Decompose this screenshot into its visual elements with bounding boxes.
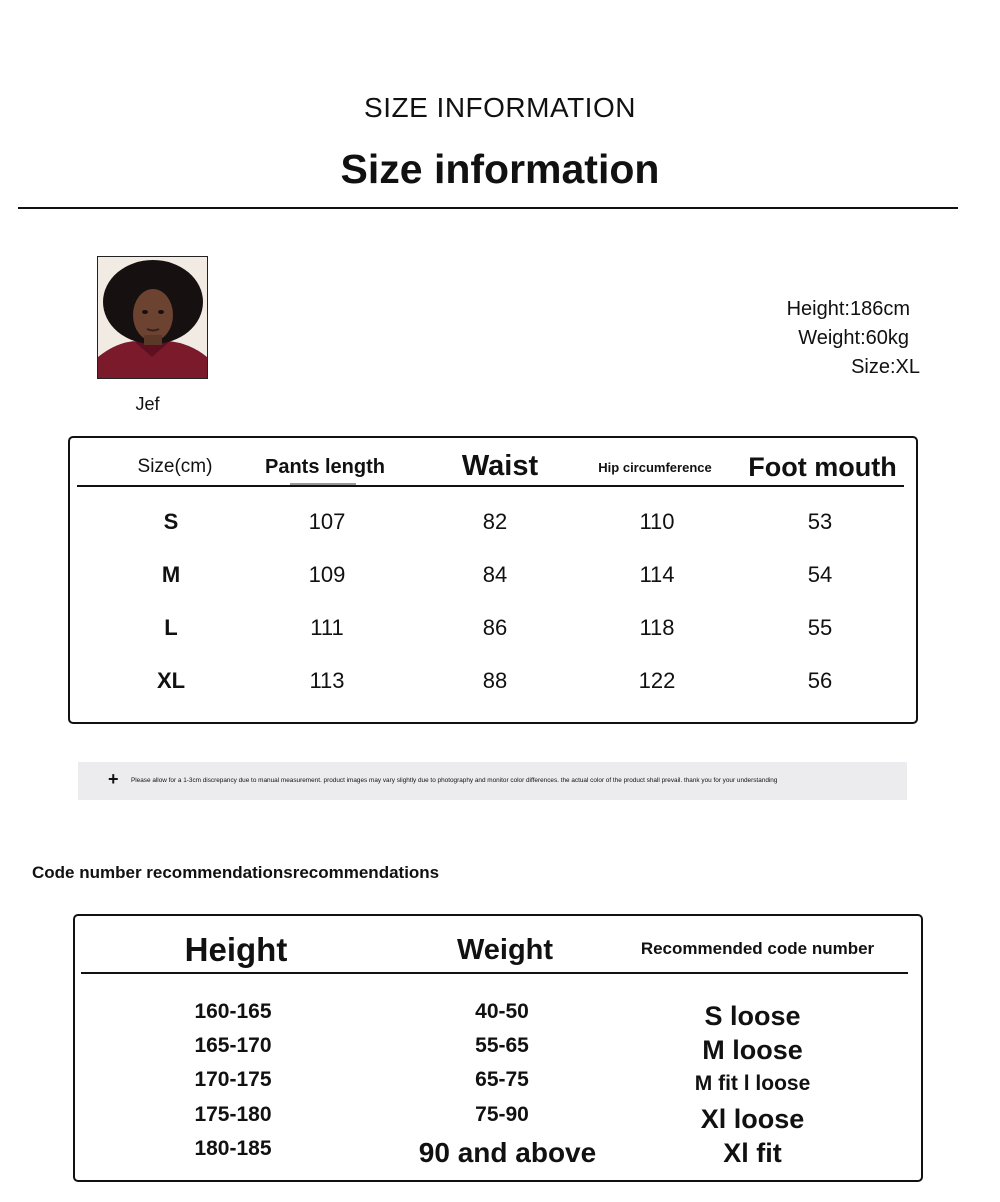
rec-cell-weight: 75-90: [475, 1103, 529, 1126]
rec-cell-code: Xl fit: [723, 1138, 782, 1168]
size-header-pants-length: Pants length: [264, 456, 385, 478]
size-header-size: Size(cm): [137, 456, 213, 477]
table-cell-pants-length: 107: [308, 509, 346, 534]
rec-cell-code: S loose: [704, 1001, 801, 1031]
model-photo: [97, 256, 208, 379]
table-cell-pants-length: 113: [309, 668, 345, 693]
rec-cell-height: 180-185: [194, 1137, 272, 1160]
page-title: Size information: [340, 146, 660, 192]
table-cell-size: S: [163, 509, 179, 534]
rec-cell-code: M loose: [702, 1035, 803, 1065]
rec-header-weight: Weight: [456, 934, 554, 966]
table-cell-waist: 84: [482, 562, 508, 587]
rec-table-header-rule: [81, 972, 908, 974]
rec-cell-weight: 55-65: [475, 1034, 529, 1057]
table-cell-size: XL: [156, 668, 186, 693]
rec-cell-weight: 40-50: [475, 1000, 529, 1023]
table-cell-hip: 110: [639, 509, 675, 534]
table-cell-hip: 122: [638, 668, 676, 693]
size-table-header-rule: [77, 485, 904, 487]
table-cell-hip: 118: [639, 615, 675, 640]
plus-icon: +: [108, 769, 119, 789]
size-header-hip: Hip circumference: [598, 460, 712, 475]
rec-cell-code: Xl loose: [700, 1104, 805, 1134]
measurement-note-text: Please allow for a 1-3cm discrepancy due to manual measurement. product images may vary slightly due to photography and monitor color differences. the actual color of the product shall prevail. thank you for your understanding: [131, 777, 778, 784]
size-header-waist: Waist: [461, 450, 539, 482]
table-cell-pants-length: 111: [310, 615, 344, 640]
table-cell-waist: 88: [482, 668, 508, 693]
model-height: Height:186cm: [786, 298, 910, 320]
table-cell-hip: 114: [639, 562, 675, 587]
rec-cell-height: 170-175: [194, 1068, 272, 1091]
size-header-foot-mouth: Foot mouth: [748, 452, 897, 482]
table-cell-waist: 82: [482, 509, 508, 534]
table-cell-waist: 86: [482, 615, 508, 640]
rec-header-height: Height: [184, 931, 288, 968]
model-size: Size:XL: [851, 356, 920, 378]
table-cell-pants-length: 109: [308, 562, 346, 587]
model-name: Jef: [135, 394, 160, 414]
table-cell-size: M: [161, 562, 181, 587]
rec-cell-height: 165-170: [194, 1034, 272, 1057]
table-cell-foot-mouth: 53: [807, 509, 833, 534]
rec-cell-weight: 65-75: [475, 1068, 529, 1091]
page-heading-upper: SIZE INFORMATION: [364, 92, 636, 123]
title-divider: [18, 207, 958, 209]
rec-cell-height: 175-180: [194, 1103, 272, 1126]
table-cell-size: L: [164, 615, 178, 640]
rec-cell-weight: 90 and above: [418, 1137, 597, 1168]
rec-cell-height: 160-165: [194, 1000, 272, 1023]
rec-header-code: Recommended code number: [640, 939, 875, 958]
model-weight: Weight:60kg: [798, 327, 909, 349]
rec-cell-code: M fit l loose: [694, 1072, 811, 1095]
recommendations-title: Code number recommendationsrecommendations: [32, 863, 440, 882]
table-cell-foot-mouth: 54: [807, 562, 833, 587]
table-cell-foot-mouth: 56: [807, 668, 833, 693]
table-cell-foot-mouth: 55: [807, 615, 833, 640]
